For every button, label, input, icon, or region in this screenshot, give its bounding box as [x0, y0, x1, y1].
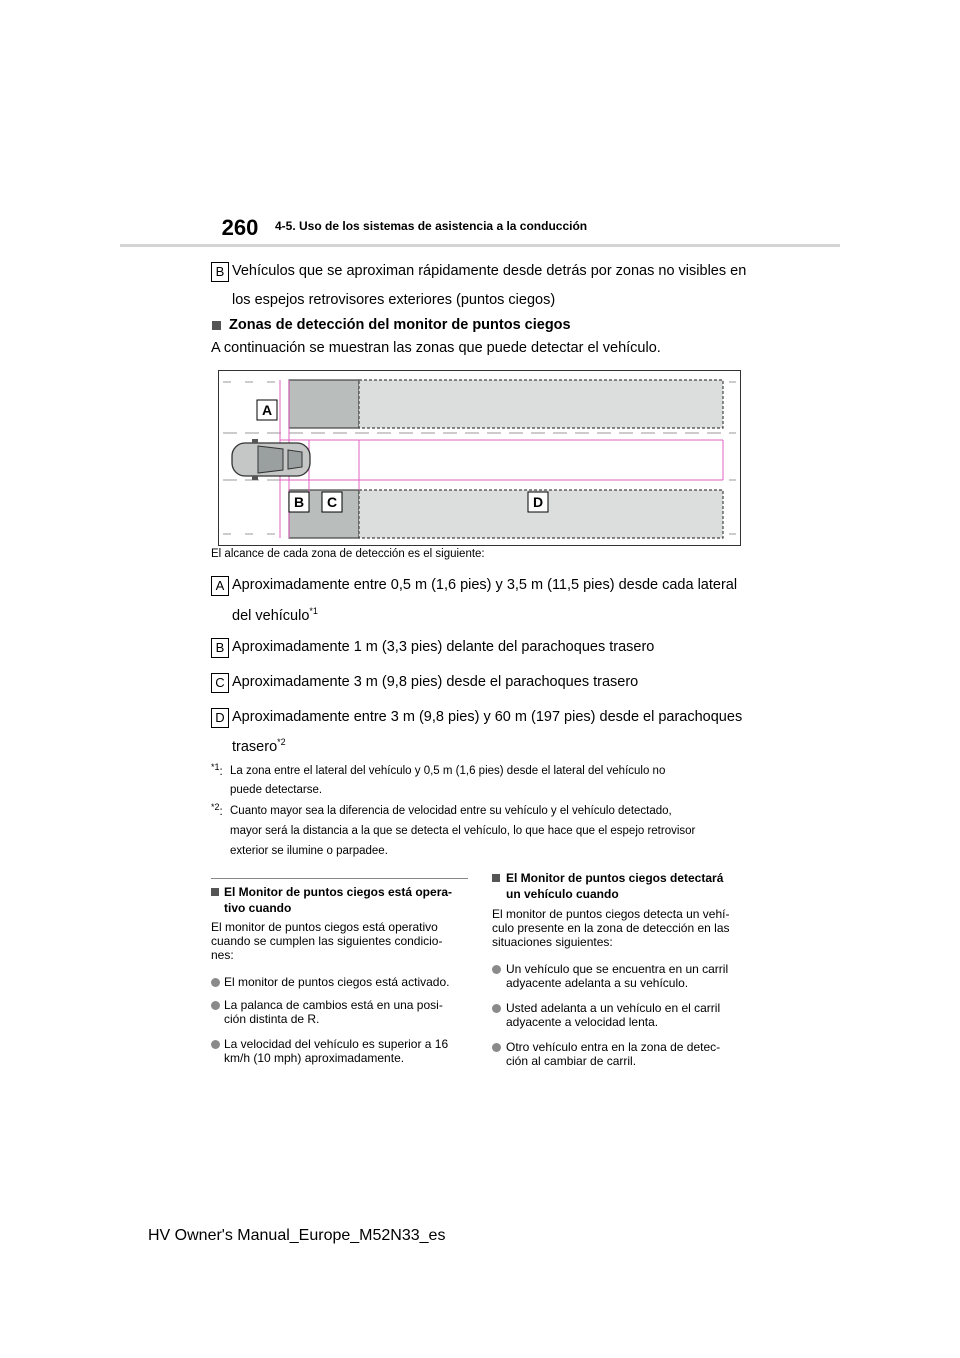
left-heading-line2: tivo cuando [224, 901, 292, 915]
square-bullet-icon [492, 874, 500, 882]
left-intro-line3: nes: [211, 948, 234, 962]
bullet-dot-icon [211, 1040, 220, 1049]
zone-d-upper [359, 380, 723, 428]
note-1-line2: puede detectarse. [230, 784, 323, 796]
svg-text:C: C [326, 494, 338, 510]
right-heading-line1: El Monitor de puntos ciegos detectará [506, 871, 724, 885]
svg-text:B: B [293, 494, 305, 510]
right-bullet-2-line1: Usted adelanta a un vehículo en el carril [506, 1001, 721, 1015]
header-rule [120, 244, 840, 247]
square-bullet-icon [211, 888, 219, 896]
left-intro-line2: cuando se cumplen las siguientes condicio- [211, 934, 443, 948]
note-2-line2: mayor será la distancia a la que se detecta el vehículo, lo que hace que el espejo retrovisor [230, 825, 696, 837]
item-b-line2: los espejos retrovisores exteriores (puntos ciegos) [232, 292, 556, 308]
right-intro-line1: El monitor de puntos ciegos detecta un vehí- [492, 907, 730, 921]
left-heading-line1: El Monitor de puntos ciegos está opera- [224, 885, 453, 899]
right-intro-line3: situaciones siguientes: [492, 935, 613, 949]
footer-text: HV Owner's Manual_Europe_M52N33_es [148, 1227, 446, 1244]
footnote-mark: *2 [277, 737, 286, 747]
letter-box-b2: B [211, 638, 229, 658]
right-bullet-1-line2: adyacente adelanta a su vehículo. [506, 976, 689, 990]
left-bullet-2-line1: La palanca de cambios está en una posi- [224, 998, 443, 1012]
label-a [257, 400, 277, 420]
item-b-line1: Vehículos que se aproximan rápidamente desde detrás por zonas no visibles en [232, 263, 747, 279]
letter-box-c: C [211, 673, 229, 693]
zones-heading: Zonas de detección del monitor de puntos ciegos [229, 317, 571, 333]
bullet-dot-icon [211, 978, 220, 987]
bullet-dot-icon [211, 1001, 220, 1010]
left-intro-line1: El monitor de puntos ciegos está operativo [211, 920, 438, 934]
left-bullet-3-line2: km/h (10 mph) aproximadamente. [224, 1051, 405, 1065]
note-1-mark: $^{*1}$: [211, 762, 223, 778]
bullet-dot-icon [492, 1004, 501, 1013]
diagram-caption: El alcance de cada zona de detección es el siguiente: [211, 548, 485, 560]
range-d-line1: Aproximadamente entre 3 m (9,8 pies) y 60 m (197 pies) desde el parachoques [232, 709, 743, 725]
right-bullet-3-line1: Otro vehículo entra en la zona de detec- [506, 1040, 721, 1054]
footnote-mark: *1 [309, 606, 318, 616]
range-a-line2: del vehículo$^{*1}$ [232, 606, 318, 624]
left-bullet-1: El monitor de puntos ciegos está activado. [224, 975, 450, 989]
label-b [289, 492, 309, 512]
column-divider [211, 878, 468, 879]
svg-text:A: A [261, 402, 273, 418]
letter-box-a: A [211, 576, 229, 596]
square-bullet-icon [212, 321, 221, 330]
car-icon [232, 439, 310, 480]
bullet-dot-icon [492, 965, 501, 974]
note-2-line3: exterior se ilumine o parpadee. [230, 845, 388, 857]
right-heading-line2: un vehículo cuando [506, 887, 619, 901]
range-c-line1: Aproximadamente 3 m (9,8 pies) desde el parachoques trasero [232, 674, 639, 690]
page-number: 260 [221, 215, 259, 240]
label-d [528, 492, 548, 512]
right-bullet-1-line1: Un vehículo que se encuentra en un carril [506, 962, 729, 976]
zones-intro: A continuación se muestran las zonas que puede detectar el vehículo. [211, 340, 661, 356]
note-2-line1: Cuanto mayor sea la diferencia de velocidad entre su vehículo y el vehículo detectado, [230, 805, 672, 817]
left-bullet-2-line2: ción distinta de R. [224, 1012, 320, 1026]
detection-zones-diagram [218, 370, 741, 546]
letter-box-b: B [211, 262, 229, 282]
right-intro-line2: culo presente en la zona de detección en las [492, 921, 730, 935]
right-bullet-2-line2: adyacente a velocidad lenta. [506, 1015, 659, 1029]
letter-box-d: D [211, 708, 229, 728]
svg-text:D: D [532, 494, 544, 510]
right-bullet-3-line2: ción al cambiar de carril. [506, 1054, 637, 1068]
section-title: 4-5. Uso de los sistemas de asistencia a la conducción [275, 219, 588, 233]
range-a-line1: Aproximadamente entre 0,5 m (1,6 pies) y 3,5 m (11,5 pies) desde cada lateral [232, 577, 738, 593]
bullet-dot-icon [492, 1043, 501, 1052]
range-d-line2: trasero$^{*2}$ [232, 737, 286, 755]
range-b-line1: Aproximadamente 1 m (3,3 pies) delante del parachoques trasero [232, 639, 655, 655]
note-2-mark: $^{*2}$: [211, 802, 223, 818]
label-c [322, 492, 342, 512]
left-bullet-3-line1: La velocidad del vehículo es superior a 16 [224, 1037, 449, 1051]
zone-a-b-c-upper [289, 380, 359, 428]
note-1-line1: La zona entre el lateral del vehículo y 0,5 m (1,6 pies) desde el lateral del vehículo no [230, 765, 666, 777]
